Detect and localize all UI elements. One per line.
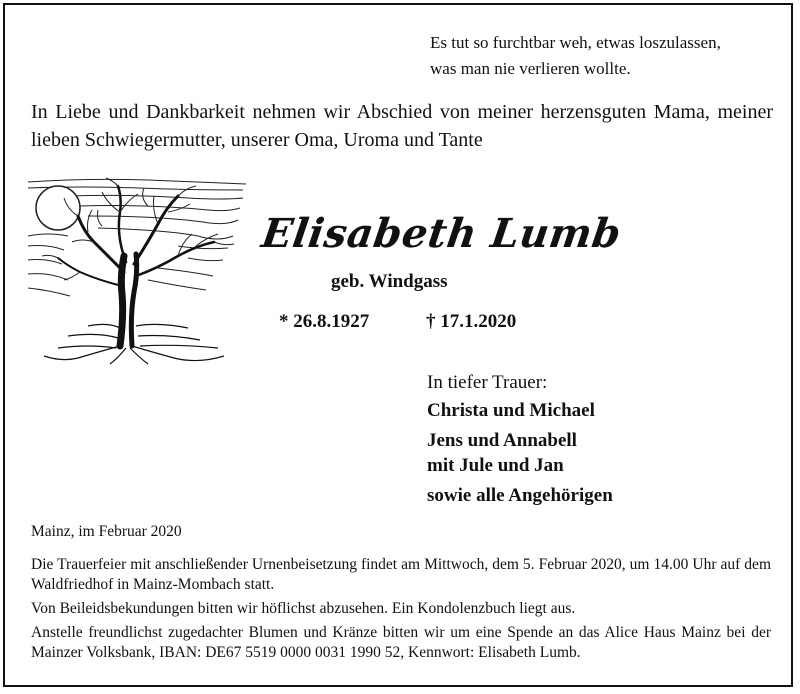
intro-text: In Liebe und Dankbarkeit nehmen wir Abschied von meiner herzensguten Mama, meiner lieben Schwiegermutter, unserer Oma, Uroma und Tante: [31, 101, 773, 151]
quote-line-1: Es tut so furchtbar weh, etwas loszulassen,: [430, 33, 721, 52]
death-date: † 17.1.2020: [426, 311, 517, 332]
quote-line-2: was man nie verlieren wollte.: [430, 59, 631, 78]
tree-trunk: [58, 186, 214, 346]
moon-icon: [36, 186, 80, 230]
mourners-intro: In tiefer Trauer:: [427, 372, 548, 393]
maiden-name: geb. Windgass: [331, 271, 448, 292]
mourner-name: mit Jule und Jan: [427, 455, 564, 476]
deceased-name: Elisabeth Lumb: [258, 210, 625, 257]
donation-info: Anstelle freundlichst zugedachter Blumen und Kränze bitten wir um eine Spende an das Alice Haus Mainz bei der Mainzer Volksbank, IBAN: DE67 5519 0000 0031 1990 52, Kennwort: Elisabeth Lumb.: [31, 624, 771, 661]
condolence-info: Von Beileidsbekundungen bitten wir höflichst abzusehen. Ein Kondolenzbuch liegt aus.: [31, 600, 576, 617]
tree-with-moon-illustration: [28, 176, 250, 366]
birth-date: * 26.8.1927: [279, 311, 370, 332]
memorial-quote: [430, 30, 721, 82]
place-and-date: Mainz, im Februar 2020: [31, 523, 182, 540]
mourner-name: Christa und Michael: [427, 400, 595, 421]
funeral-info: Die Trauerfeier mit anschließender Urnenbeisetzung findet am Mittwoch, dem 5. Februar 2020, um 14.00 Uhr auf dem Waldfriedhof in Mainz-Mombach statt.: [31, 556, 771, 593]
mourner-name: Jens und Annabell: [427, 430, 577, 451]
mourner-name: sowie alle Angehörigen: [427, 485, 613, 506]
mourners-list: [427, 398, 613, 508]
